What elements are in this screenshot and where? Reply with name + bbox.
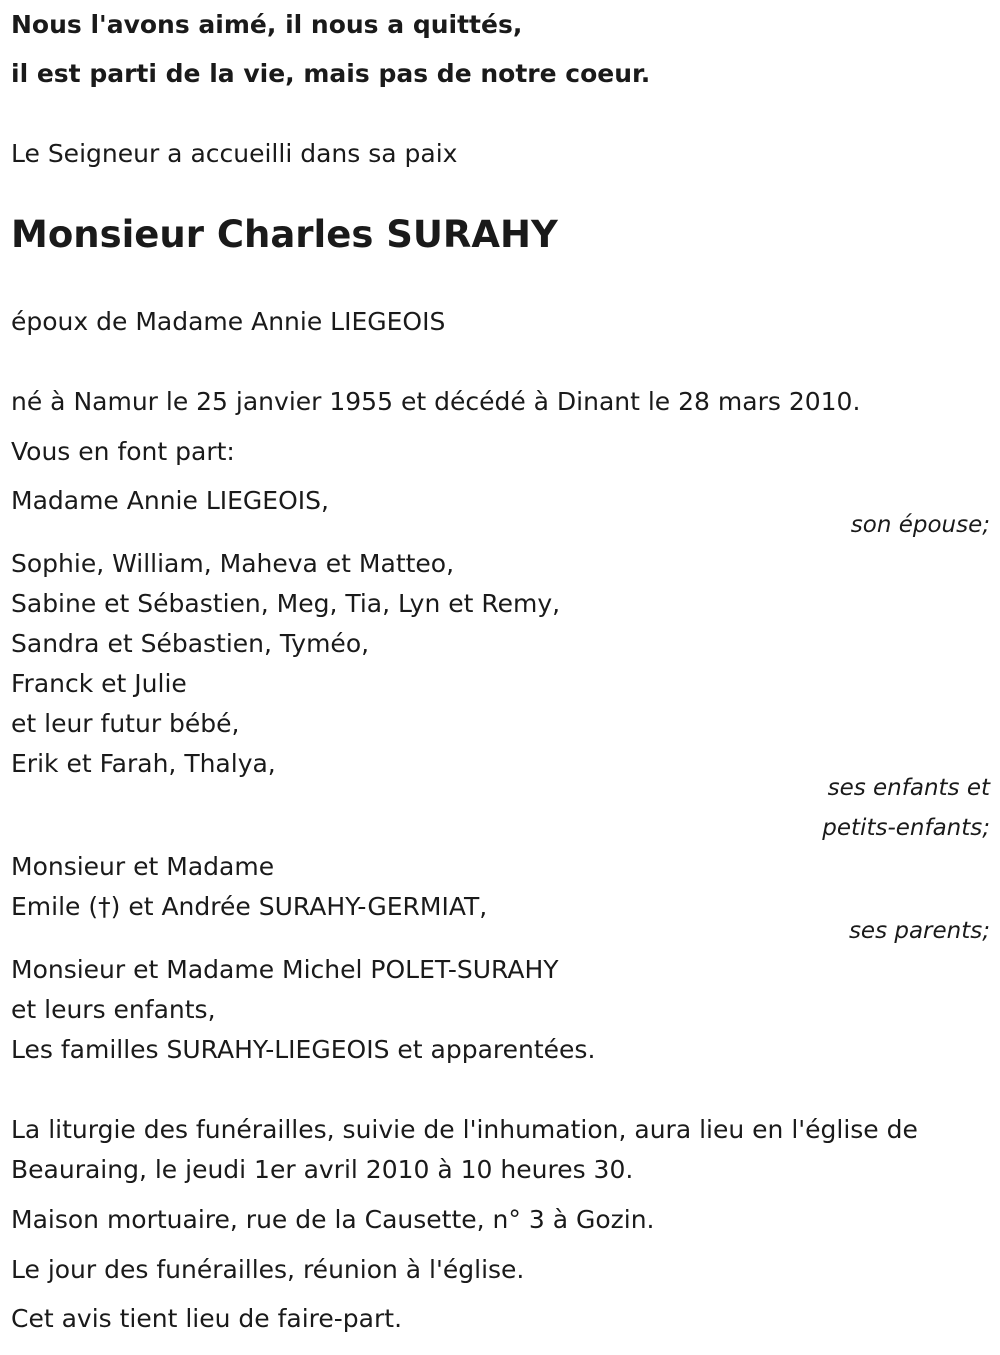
closing-line: Cet avis tient lieu de faire-part. xyxy=(11,1304,403,1333)
wife-name: Madame Annie LIEGEOIS, xyxy=(11,486,329,515)
intro-line: Le Seigneur a accueilli dans sa paix xyxy=(11,139,458,168)
wife-role: son épouse; xyxy=(850,512,990,538)
birth-death-line: né à Namur le 25 janvier 1955 et décédé à Dinant le 28 mars 2010. xyxy=(11,387,861,416)
mortuary-line: Maison mortuaire, rue de la Causette, n° 3 à Gozin. xyxy=(11,1205,655,1234)
children-role-line-2: petits-enfants; xyxy=(822,815,990,841)
parents-line-2: Emile (†) et Andrée SURAHY-GERMIAT, xyxy=(11,892,488,921)
announce-line: Vous en font part: xyxy=(11,437,235,466)
meeting-line: Le jour des funérailles, réunion à l'église. xyxy=(11,1255,525,1284)
spouse-line: époux de Madame Annie LIEGEOIS xyxy=(11,307,446,336)
parents-line-1: Monsieur et Madame xyxy=(11,852,275,881)
epitaph-line-1: Nous l'avons aimé, il nous a quittés, xyxy=(11,10,523,39)
children-line: Erik et Farah, Thalya, xyxy=(11,749,276,778)
children-line: Franck et Julie xyxy=(11,669,187,698)
children-line: Sabine et Sébastien, Meg, Tia, Lyn et Remy, xyxy=(11,589,561,618)
parents-role: ses parents; xyxy=(848,918,990,944)
epitaph-line-2: il est parti de la vie, mais pas de notre coeur. xyxy=(11,59,651,88)
deceased-name: Monsieur Charles SURAHY xyxy=(11,213,558,256)
others-line: et leurs enfants, xyxy=(11,995,216,1024)
others-line: Monsieur et Madame Michel POLET-SURAHY xyxy=(11,955,559,984)
children-line: Sandra et Sébastien, Tyméo, xyxy=(11,629,370,658)
children-line: et leur futur bébé, xyxy=(11,709,240,738)
ceremony-line-1: La liturgie des funérailles, suivie de l'inhumation, aura lieu en l'église de xyxy=(11,1115,918,1144)
children-role-line-1: ses enfants et xyxy=(827,775,990,801)
others-line: Les familles SURAHY-LIEGEOIS et apparentées. xyxy=(11,1035,596,1064)
ceremony-line-2: Beauraing, le jeudi 1er avril 2010 à 10 heures 30. xyxy=(11,1155,634,1184)
children-line: Sophie, William, Maheva et Matteo, xyxy=(11,549,455,578)
